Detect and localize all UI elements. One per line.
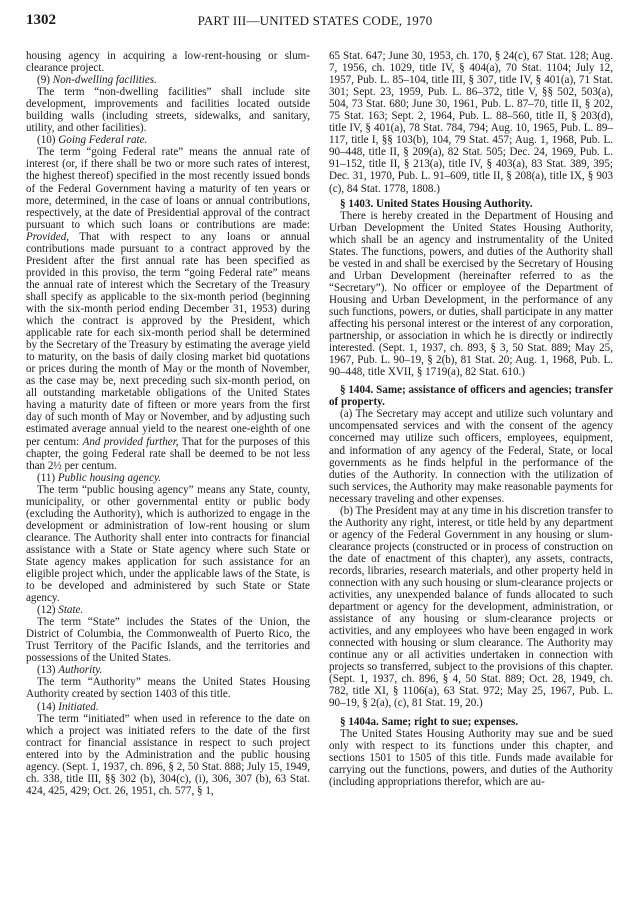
running-head: PART III—UNITED STATES CODE, 1970 xyxy=(197,13,433,28)
section-heading: § 1403. United States Housing Authority. xyxy=(340,197,533,210)
paragraph: The term “Authority” means the United States Housing Authority created by section 1403 of this title. xyxy=(26,676,310,701)
page-header xyxy=(26,12,604,34)
subsection-heading: (9) Non-dwelling facilities. xyxy=(37,74,157,87)
page-number: 1302 xyxy=(26,12,56,28)
paragraph: The United States Housing Authority may sue and be sued only with respect to its functions under this chapter, and sections 1501 to 1505 of this title. Funds made available for carrying out the functions, powers, and duties of the Authority (including appropriations therefor, which are au- xyxy=(329,727,613,788)
section-heading: § 1404a. Same; right to sue; expenses. xyxy=(340,715,519,728)
paragraph: There is hereby created in the Department of Housing and Urban Development the United States Housing Authority, which shall be an agency and instrumentality of the United States. The functions, powers, and duties of the Authority shall be vested in and shall be exercised by the Secretary of Housing and Urban Development (hereinafter referred to as the “Secretary”). No officer or employee of the Department of Housing and Urban Development, in the performance of any such functions, powers, or duties, shall participate in any matter affecting his personal interest or the interest of any corporation, partnership, or association in which he is directly or indirectly interested. (Sept. 1, 1937, ch. 893, § 3, 50 Stat. 889; May 25, 1967, Pub. L. 90–19, § 2(b), 81 Stat. 20; Aug. 1, 1968, Pub. L. 90–448, title XVII, § 1719(a), 82 Stat. 610.) xyxy=(329,209,613,379)
paragraph: (b) The President may at any time in his discretion transfer to the Authority any right, interest, or title held by any department or agency of the Federal Government in any housing or slum-clearance projects (constructed or in process of construction on the date of enactment of this chapter), any assets, contracts, records, libraries, research materials, and other property held in connection with any such housing or slum-clearance projects or activities, any unexpended balance of funds allocated to such department or agency for the development, administration, or assistance of any housing or slum-clearance projects or activities, and any employees who have been engaged in work connected with housing or slum clearance. The Authority may continue any or all activities undertaken in connection with projects so transferred, subject to the provisions of this chapter. (Sept. 1, 1937, ch. 896, § 4, 50 Stat. 889; Oct. 28, 1949, ch. 782, title XI, § 1106(a), 63 Stat. 972; May 25, 1967, Pub. L. 90–19, § 2(a), (c), 81 Stat. 19, 20.) xyxy=(329,504,613,710)
paragraph: The term “initiated” when used in reference to the date on which a project was initiated refers to the date of the first contract for financial assistance in respect to such project entered into by the Administration and the public housing agency. (Sept. 1, 1937, ch. 896, § 2, 50 Stat. 888; July 15, 1949, ch. 338, title III, §§ 302 (b), 304(c), (i), 306, 307 (b), 63 Stat. 424, 425, 429; Oct. 26, 1951, ch. 577, § 1, xyxy=(26,712,310,797)
paragraph: The term “non-dwelling facilities” shall include site development, improvements and facilities located outside building walls (including streets, sidewalks, and sanitary, utility, and other facilities). xyxy=(26,86,310,135)
paragraph: The term “State” includes the States of the Union, the District of Columbia, the Commonwealth of Puerto Rico, the Trust Territory of the Pacific Islands, and the territories and possessions of the United States. xyxy=(26,616,310,665)
subsection-heading: (10) Going Federal rate. xyxy=(37,134,148,147)
paragraph: The term “public housing agency” means any State, county, municipality, or other governmental entity or public body (excluding the Authority), which is authorized to engage in the development or administration of low-rent housing or slum clearance. The Authority shall enter into contracts for financial assistance with a State or State agency where such State or State agency makes application for such assistance for an eligible project which, under the applicable laws of the State, is to be developed and administered by such State or State agency. xyxy=(26,483,310,605)
paragraph: housing agency in acquiring a low-rent-housing or slum-clearance project. xyxy=(26,50,310,75)
right-column xyxy=(329,50,613,788)
left-column xyxy=(26,50,310,797)
paragraph: (a) The Secretary may accept and utilize such voluntary and uncompensated services and with the consent of the agency concerned may utilize such officers, employees, equipment, and information of any agency of the Federal, State, or local governments as he finds helpful in the performance of the duties of the Authority. In connection with the utilization of such services, the Authority may make reasonable payments for necessary traveling and other expenses. xyxy=(329,408,613,505)
subsection-heading: (13) Authority. xyxy=(37,664,103,677)
subsection-heading: (14) Initiated. xyxy=(37,700,99,713)
subsection-heading: (11) Public housing agency. xyxy=(37,471,162,484)
paragraph: The term “going Federal rate” means the annual rate of interest (or, if there shall be two or more such rates of interest, the highest thereof) specified in the most recently issued bonds of the Federal Government having a maturity of ten years or more, determined, in the case of loans or annual contributions, respectively, at the date of Presidential approval of the contract pursuant to which such loans or contributions are made: Provided, That with respect to any loans or annual contributions made pursuant to a contract approved by the President after the first annual rate has been specified as provided in this proviso, the term “going Federal rate” means the annual rate of interest which the Secretary of the Treasury shall specify as applicable to the six-month period (beginning with the six-month period ending December 31, 1953) during which the contract is approved by the President, which applicable rate for each six-month period shall be determined by the Secretary of the Treasury by estimating the average yield to maturity, on the basis of daily closing market bid quotations or prices during the month of May or the month of November, as the case may be, next preceding such six-month period, on all outstanding marketable obligations of the United States having a maturity date of fifteen or more years from the first day of such month of May or November, and by adjusting such estimated average annual yield to the nearest one-eighth of one per centum: And provided further, That for the purposes of this chapter, the going Federal rate shall be deemed to be not less than 2½ per centum. xyxy=(26,146,310,472)
paragraph: 65 Stat. 647; June 30, 1953, ch. 170, § 24(c), 67 Stat. 128; Aug. 7, 1956, ch. 1029, title IV, § 404(a), 70 Stat. 1104; July 12, 1957, Pub. L. 85–104, title III, § 307, title IV, § 401(a), 71 Stat. 301; Sept. 23, 1959, Pub. L. 86–372, title V, §§ 502, 503(a), 504, 73 Stat. 680; June 30, 1961, Pub. L. 87–70, title II, § 202, 75 Stat. 163; Sept. 2, 1964, Pub. L. 88–560, title II, § 203(d), title IV, § 401(a), 78 Stat. 784, 794; Aug. 10, 1965, Pub. L. 89–117, title I, §§ 103(b), 104, 79 Stat. 457; Aug. 1, 1968, Pub. L. 90–448, title II, § 209(a), 82 Stat. 505; Dec. 24, 1969, Pub. L. 91–152, title II, § 213(a), title IV, § 403(a), 83 Stat. 389, 395; Dec. 31, 1970, Pub. L. 91–609, title II, § 208(a), title IX, § 903 (c), 84 Stat. 1778, 1808.) xyxy=(329,50,613,195)
subsection-heading: (12) State. xyxy=(37,604,84,617)
section-heading: § 1404. Same; assistance of officers and agencies; transfer of property. xyxy=(329,384,613,409)
